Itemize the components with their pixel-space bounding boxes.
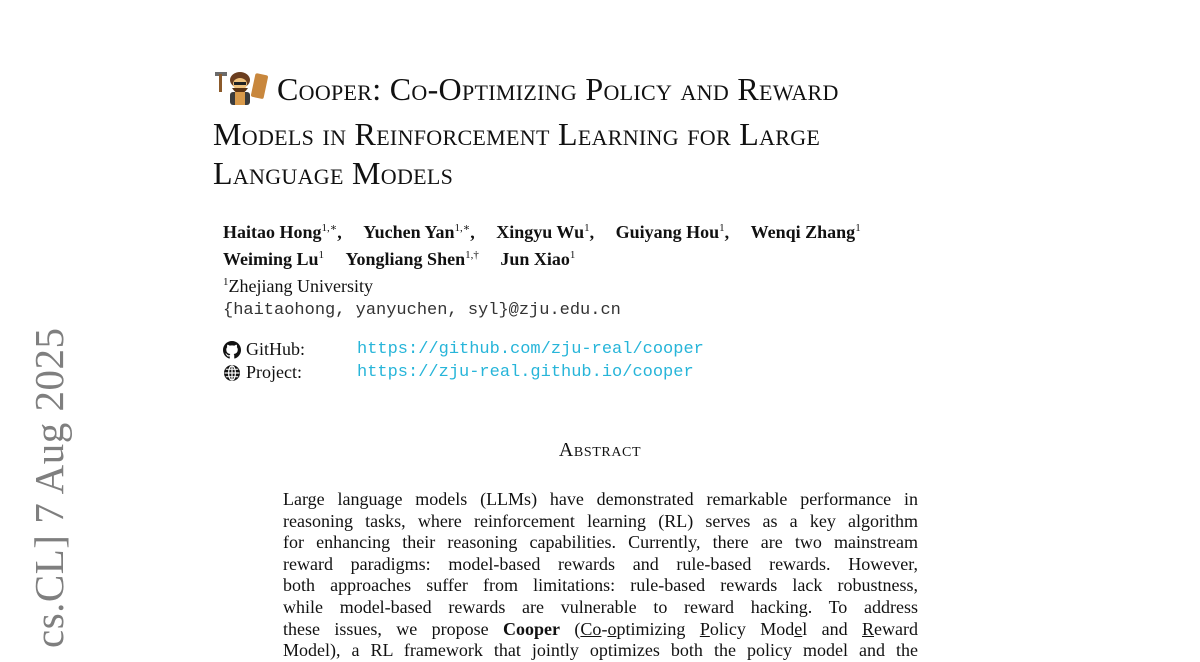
abstract-line: for enhancing their reasoning capabilities. Currently, there are two mainstream: [283, 532, 918, 553]
abstract-line: reasoning tasks, where reinforcement learning (RL) serves as a key algorithm: [283, 510, 918, 531]
abstract-line: these issues, we propose Cooper (Co-optimizing Policy Model and Reward: [283, 618, 918, 639]
project-row: [223, 361, 704, 384]
title-line-1: [213, 66, 1013, 115]
globe-icon: [223, 364, 241, 382]
abstract-line: both approaches suffer from limitations: rule-based rewards lack robustness,: [283, 575, 918, 596]
cooper-name: Cooper: [503, 618, 561, 639]
author-row-1: [223, 217, 878, 244]
abstract-line: while model-based rewards are vulnerable to reward hacking. To address: [283, 596, 918, 617]
author-row-2: [223, 244, 878, 271]
affiliation: $^1$Zhejiang University: [223, 276, 373, 296]
author: Guiyang Hou$^1$,: [615, 222, 730, 242]
title-line-2: Models in Reinforcement Learning for Large: [213, 116, 821, 152]
paper-title: [213, 66, 1013, 193]
author-block: [223, 217, 878, 322]
project-label: Project:: [246, 362, 302, 382]
project-link[interactable]: https://zju-real.github.io/cooper: [357, 363, 694, 382]
abstract-line: reward paradigms: model-based rewards and rule-based rewards. However,: [283, 553, 918, 574]
author: Jun Xiao$^1$: [500, 249, 576, 269]
abstract-heading: Abstract: [558, 439, 642, 461]
author: Yongliang Shen$^{1,\dagger}$: [345, 249, 479, 269]
author-emails: {haitaohong, yanyuchen, syl}@zju.edu.cn: [223, 301, 621, 320]
abstract-body: [283, 489, 918, 662]
title-line-3: Language Models: [213, 155, 454, 191]
cooper-mascot-icon: [213, 66, 269, 115]
arxiv-stamp: cs.CL] 7 Aug 2025: [26, 327, 72, 648]
author: Weiming Lu$^1$: [223, 249, 325, 269]
abstract-line: Large language models (LLMs) have demonstrated remarkable performance in: [283, 489, 918, 509]
author: Xingyu Wu$^1$,: [496, 222, 595, 242]
title-text-1: Cooper: Co-Optimizing Policy and Reward: [277, 71, 839, 107]
author: Haitao Hong$^{1,∗}$,: [223, 222, 342, 242]
github-row: [223, 338, 704, 361]
author: Wenqi Zhang$^1$: [750, 222, 861, 242]
links-block: [223, 338, 704, 384]
github-label: GitHub:: [246, 339, 306, 359]
github-link[interactable]: https://github.com/zju-real/cooper: [357, 340, 704, 359]
abstract-line: Model), a RL framework that jointly optimizes both the policy model and the: [283, 640, 918, 661]
author: Yuchen Yan$^{1,∗}$,: [363, 222, 475, 242]
github-icon: [223, 341, 241, 359]
